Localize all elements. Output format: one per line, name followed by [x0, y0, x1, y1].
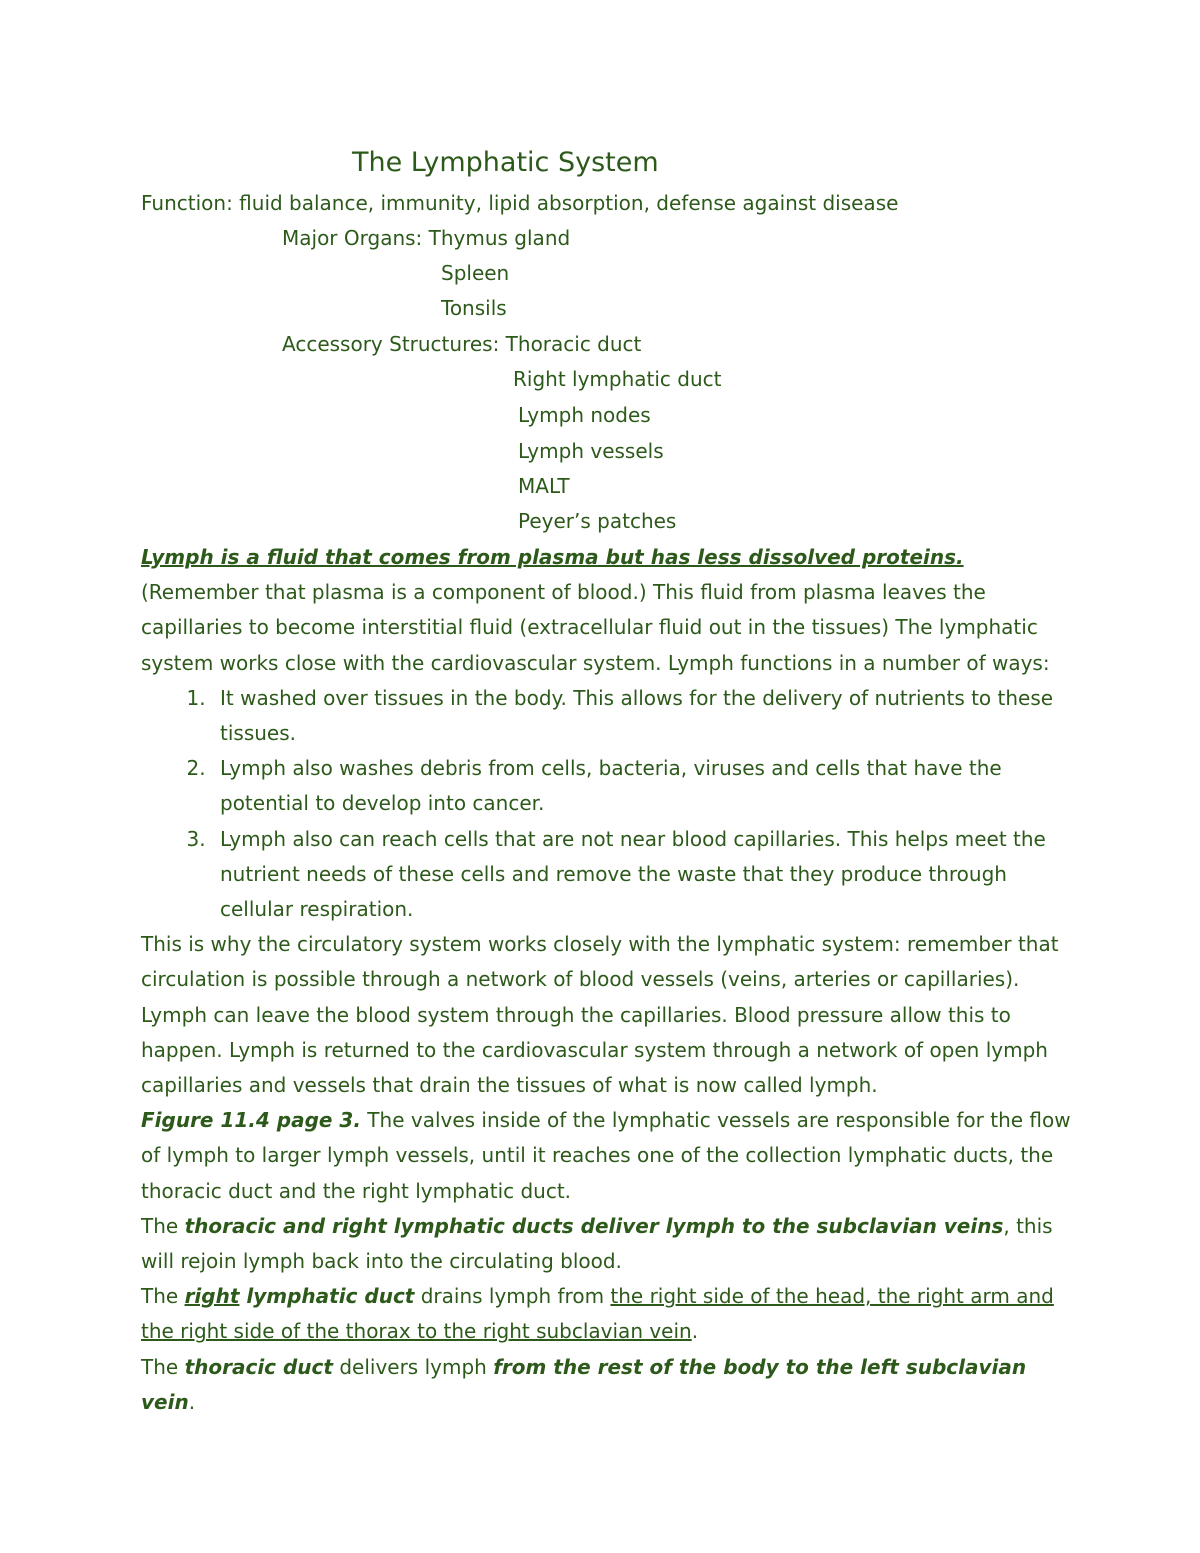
thoracic-end: . — [188, 1389, 196, 1414]
thoracic-paragraph — [141, 1350, 1071, 1420]
lymphatic-duct-word: lymphatic duct — [239, 1284, 415, 1309]
ducts-the: The — [141, 1213, 185, 1238]
organ-item: Spleen — [441, 261, 510, 285]
right-duct-mid: drains lymph from — [414, 1284, 611, 1309]
accessory-item: Lymph nodes — [518, 403, 651, 427]
list-item: 1. It washed over tissues in the body. This allows for the delivery of nutrients to these tissues. — [212, 681, 1071, 751]
ducts-text: , this will rejoin lymph back into the circulating blood. — [141, 1213, 1053, 1274]
thoracic-mid: delivers lymph — [332, 1354, 494, 1379]
intro-paragraph — [141, 540, 1071, 681]
function-line: Function: fluid balance, immunity, lipid absorption, defense against disease — [141, 191, 899, 215]
lymph-definition: Lymph is a fluid that comes from plasma but has less dissolved proteins. — [141, 545, 964, 569]
right-word: right — [184, 1284, 240, 1309]
accessory-item: MALT — [518, 474, 570, 498]
circulation-paragraph: This is why the circulatory system works closely with the lymphatic system: remember that circulation is possible through a network of blood vessels (veins, arteries or capillaries). Lymph can leave the blood system through the capillaries. Blood pressure allow this to happen. Lymph is returned to the cardiovascular system through a network of open lymph capillaries and vessels that drain the tissues of what is now called lymph. — [141, 932, 1059, 1098]
thoracic-duct-bold: thoracic duct — [184, 1354, 333, 1379]
intro-text: (Remember that plasma is a component of blood.) This fluid from plasma leaves the capillaries to become interstitial fluid (extracellular fluid out in the tissues) The lymphatic system works close with the cardiovascular system. Lymph functions in a number of ways: — [141, 580, 1050, 675]
ducts-paragraph — [141, 1209, 1071, 1279]
ducts-bold-text: thoracic and right lymphatic ducts deliver lymph to the subclavian veins — [184, 1213, 1004, 1238]
right-duct-paragraph — [141, 1279, 1071, 1349]
organs-label: Major Organs: Thymus gland — [282, 226, 571, 250]
accessory-item: Lymph vessels — [518, 439, 664, 463]
thoracic-the: The — [141, 1354, 185, 1379]
thoracic-destination-bold: from the rest of the body to the left subclavian vein — [141, 1354, 1027, 1414]
figure-paragraph — [141, 1103, 1071, 1209]
right-duct-the: The — [141, 1284, 185, 1309]
organ-item: Tonsils — [441, 296, 507, 320]
figure-reference: Figure 11.4 page 3. — [141, 1108, 361, 1133]
functions-list — [141, 681, 1071, 927]
list-item: 2. Lymph also washes debris from cells, bacteria, viruses and cells that have the potential to develop into cancer. — [212, 751, 1071, 821]
accessory-item: Right lymphatic duct — [513, 367, 722, 391]
right-duct-underlined: the right side of the head, the right arm and the right side of the thorax to the right subclavian vein — [141, 1284, 1054, 1344]
body-text — [141, 540, 1071, 1420]
figure-text: The valves inside of the lymphatic vessels are responsible for the flow of lymph to larger lymph vessels, until it reaches one of the collection lymphatic ducts, the thoracic duct and the right lymphatic duct. — [141, 1108, 1071, 1203]
page-title: The Lymphatic System — [352, 147, 659, 178]
list-item: 3. Lymph also can reach cells that are not near blood capillaries. This helps meet the nutrient needs of these cells and remove the waste that they produce through cellular respiration. — [212, 822, 1071, 928]
accessory-label: Accessory Structures: Thoracic duct — [282, 332, 642, 356]
accessory-item: Peyer’s patches — [518, 509, 677, 533]
right-duct-end: . — [691, 1319, 699, 1344]
